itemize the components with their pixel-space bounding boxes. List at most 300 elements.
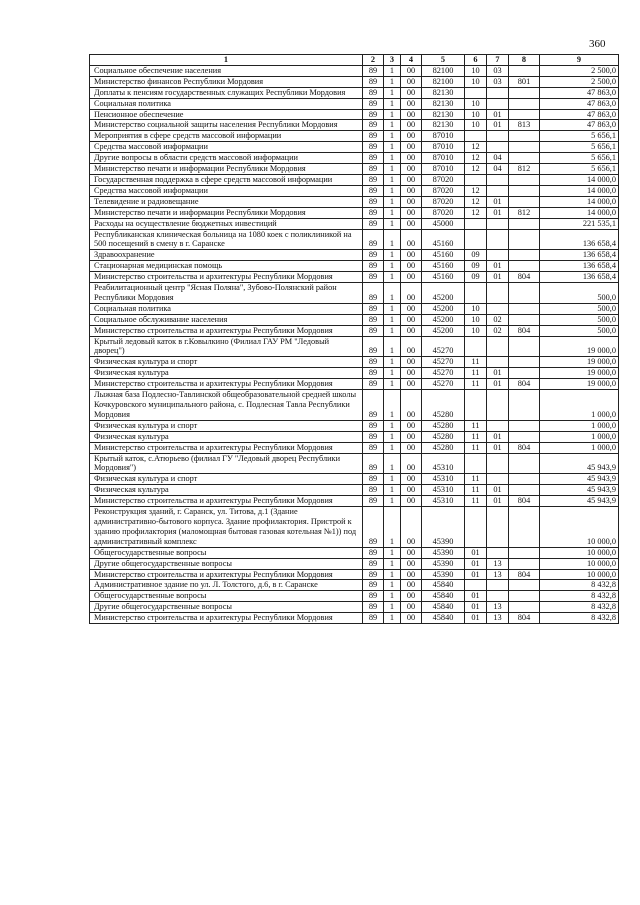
table-cell: [509, 109, 540, 120]
table-cell: 00: [401, 185, 422, 196]
table-row: [90, 613, 619, 624]
table-row: [90, 131, 619, 142]
table-cell: 01: [487, 109, 509, 120]
table-cell: 1: [384, 558, 401, 569]
table-row: [90, 507, 619, 548]
table-cell: 136 658,4: [540, 250, 619, 261]
table-cell: [509, 250, 540, 261]
table-row: [90, 153, 619, 164]
table-cell: Физическая культура: [90, 431, 363, 442]
table-cell: [465, 336, 487, 357]
table-cell: 45280: [422, 442, 465, 453]
table-cell: 1: [384, 283, 401, 304]
table-cell: [509, 431, 540, 442]
table-cell: 12: [465, 164, 487, 175]
table-cell: [465, 229, 487, 250]
table-cell: 500,0: [540, 314, 619, 325]
table-cell: [487, 87, 509, 98]
table-cell: 89: [363, 272, 384, 283]
page-number: 360: [589, 38, 606, 50]
header-cell: 2: [363, 55, 384, 66]
table-cell: [487, 303, 509, 314]
header-cell: 7: [487, 55, 509, 66]
table-cell: 1 000,0: [540, 442, 619, 453]
table-cell: [487, 420, 509, 431]
table-cell: 45280: [422, 431, 465, 442]
table-cell: 10 000,0: [540, 558, 619, 569]
table-cell: [487, 229, 509, 250]
table-cell: [465, 131, 487, 142]
table-cell: 1: [384, 431, 401, 442]
table-cell: 00: [401, 613, 422, 624]
table-cell: 89: [363, 218, 384, 229]
table-cell: Министерство строительства и архитектуры Республики Мордовия: [90, 325, 363, 336]
table-cell: 19 000,0: [540, 357, 619, 368]
table-cell: 89: [363, 261, 384, 272]
table-cell: 1: [384, 390, 401, 421]
table-cell: Социальное обеспечение населения: [90, 65, 363, 76]
table-cell: Крытый каток, с.Атюрьево (филиал ГУ "Ледовый дворец Республики Мордовия"): [90, 453, 363, 474]
table-cell: [487, 174, 509, 185]
table-cell: 89: [363, 229, 384, 250]
table-cell: 804: [509, 379, 540, 390]
table-row: [90, 547, 619, 558]
table-cell: 89: [363, 109, 384, 120]
table-cell: 00: [401, 580, 422, 591]
table-row: [90, 431, 619, 442]
header-cell: 8: [509, 55, 540, 66]
table-cell: [465, 218, 487, 229]
table-cell: 87010: [422, 164, 465, 175]
table-row: [90, 336, 619, 357]
table-cell: 01: [465, 569, 487, 580]
table-cell: 00: [401, 336, 422, 357]
table-row: [90, 453, 619, 474]
table-cell: 00: [401, 474, 422, 485]
table-cell: [509, 547, 540, 558]
table-row: [90, 314, 619, 325]
table-cell: 89: [363, 87, 384, 98]
table-cell: Здравоохранение: [90, 250, 363, 261]
table-cell: 89: [363, 602, 384, 613]
table-cell: 03: [487, 76, 509, 87]
table-cell: Стационарная медицинская помощь: [90, 261, 363, 272]
table-cell: 813: [509, 120, 540, 131]
table-cell: 804: [509, 272, 540, 283]
table-cell: 8 432,8: [540, 613, 619, 624]
table-row: [90, 368, 619, 379]
table-cell: Мероприятия в сфере средств массовой информации: [90, 131, 363, 142]
table-cell: Министерство финансов Республики Мордовия: [90, 76, 363, 87]
table-cell: Государственная поддержка в сфере средств массовой информации: [90, 174, 363, 185]
table-cell: 00: [401, 131, 422, 142]
table-cell: 89: [363, 283, 384, 304]
table-cell: Расходы на осуществление бюджетных инвестиций: [90, 218, 363, 229]
table-cell: 14 000,0: [540, 196, 619, 207]
table-cell: 221 535,1: [540, 218, 619, 229]
table-row: [90, 303, 619, 314]
table-row: [90, 174, 619, 185]
table-cell: 01: [487, 379, 509, 390]
table-cell: 82100: [422, 65, 465, 76]
table-cell: 12: [465, 196, 487, 207]
table-cell: 1: [384, 250, 401, 261]
table-cell: 1: [384, 314, 401, 325]
table-cell: 1: [384, 76, 401, 87]
table-cell: [509, 602, 540, 613]
table-cell: 89: [363, 580, 384, 591]
table-cell: 89: [363, 153, 384, 164]
table-cell: 00: [401, 453, 422, 474]
table-cell: 10: [465, 120, 487, 131]
table-cell: 02: [487, 325, 509, 336]
table-cell: 1: [384, 98, 401, 109]
table-cell: 45310: [422, 496, 465, 507]
table-cell: 1: [384, 109, 401, 120]
table-cell: [509, 153, 540, 164]
table-cell: 00: [401, 496, 422, 507]
table-cell: [465, 283, 487, 304]
header-cell: 3: [384, 55, 401, 66]
table-cell: 19 000,0: [540, 336, 619, 357]
table-cell: Республиканская клиническая больница на 1080 коек с поликлиникой на 500 посещений в смену в г. Саранске: [90, 229, 363, 250]
table-cell: Реконструкция зданий, г. Саранск, ул. Титова, д.1 (Здание административно-бытового корпуса. Здание профилактория. Пристрой к зданию профилактория (маломощная бытовая газовая котельная №1)) под административный комплекс: [90, 507, 363, 548]
table-cell: 12: [465, 207, 487, 218]
table-cell: 8 432,8: [540, 602, 619, 613]
table-row: [90, 442, 619, 453]
table-cell: 45270: [422, 336, 465, 357]
table-cell: 45200: [422, 314, 465, 325]
table-cell: 00: [401, 207, 422, 218]
table-cell: [465, 390, 487, 421]
table-cell: 47 863,0: [540, 120, 619, 131]
table-cell: 11: [465, 379, 487, 390]
table-cell: 47 863,0: [540, 87, 619, 98]
table-cell: 500,0: [540, 303, 619, 314]
table-cell: 45 943,9: [540, 453, 619, 474]
table-cell: [487, 591, 509, 602]
table-cell: 89: [363, 485, 384, 496]
table-cell: 1: [384, 131, 401, 142]
table-cell: 00: [401, 272, 422, 283]
table-cell: [509, 131, 540, 142]
table-cell: [509, 390, 540, 421]
table-cell: 89: [363, 442, 384, 453]
table-row: [90, 109, 619, 120]
table-cell: 89: [363, 336, 384, 357]
table-cell: 87020: [422, 174, 465, 185]
table-cell: 10 000,0: [540, 507, 619, 548]
table-cell: 45160: [422, 250, 465, 261]
table-cell: 45200: [422, 283, 465, 304]
table-cell: 04: [487, 153, 509, 164]
table-cell: [487, 250, 509, 261]
table-cell: 01: [487, 368, 509, 379]
table-cell: 13: [487, 602, 509, 613]
table-cell: [487, 283, 509, 304]
table-cell: 1: [384, 303, 401, 314]
table-cell: 1 000,0: [540, 390, 619, 421]
table-cell: 45270: [422, 357, 465, 368]
table-cell: 82130: [422, 120, 465, 131]
table-cell: 8 432,8: [540, 580, 619, 591]
table-cell: [487, 218, 509, 229]
table-cell: 8 432,8: [540, 591, 619, 602]
header-cell: 1: [90, 55, 363, 66]
table-cell: 00: [401, 250, 422, 261]
table-cell: [487, 474, 509, 485]
table-cell: 1: [384, 120, 401, 131]
table-cell: 11: [465, 431, 487, 442]
table-cell: [487, 98, 509, 109]
table-cell: 1: [384, 569, 401, 580]
table-cell: Социальное обслуживание населения: [90, 314, 363, 325]
table-cell: [509, 314, 540, 325]
table-row: [90, 196, 619, 207]
table-cell: 45840: [422, 602, 465, 613]
table-cell: [509, 283, 540, 304]
table-cell: 89: [363, 174, 384, 185]
table-row: [90, 207, 619, 218]
table-cell: Министерство строительства и архитектуры Республики Мордовия: [90, 272, 363, 283]
table-cell: 89: [363, 507, 384, 548]
table-cell: Общегосударственные вопросы: [90, 547, 363, 558]
table-cell: 89: [363, 547, 384, 558]
table-cell: 1: [384, 547, 401, 558]
table-cell: 13: [487, 613, 509, 624]
table-cell: 45310: [422, 453, 465, 474]
table-cell: Министерство строительства и архитектуры Республики Мордовия: [90, 496, 363, 507]
table-cell: 01: [487, 496, 509, 507]
table-cell: 45160: [422, 261, 465, 272]
table-cell: 10: [465, 98, 487, 109]
table-cell: 00: [401, 229, 422, 250]
table-cell: [465, 580, 487, 591]
table-cell: 89: [363, 558, 384, 569]
table-cell: 89: [363, 314, 384, 325]
table-cell: 45280: [422, 390, 465, 421]
table-cell: 1: [384, 602, 401, 613]
table-cell: 1: [384, 272, 401, 283]
table-row: [90, 142, 619, 153]
table-cell: Министерство строительства и архитектуры Республики Мордовия: [90, 442, 363, 453]
table-cell: 45160: [422, 272, 465, 283]
header-cell: 4: [401, 55, 422, 66]
table-cell: 00: [401, 283, 422, 304]
table-cell: [509, 357, 540, 368]
table-cell: 1: [384, 261, 401, 272]
table-cell: 00: [401, 76, 422, 87]
table-cell: 89: [363, 164, 384, 175]
table-cell: 1: [384, 325, 401, 336]
table-cell: Социальная политика: [90, 303, 363, 314]
table-cell: Другие вопросы в области средств массовой информации: [90, 153, 363, 164]
table-cell: [509, 174, 540, 185]
table-cell: 1: [384, 185, 401, 196]
header-row: [90, 55, 619, 66]
table-cell: [509, 558, 540, 569]
table-cell: 00: [401, 569, 422, 580]
table-cell: 45 943,9: [540, 474, 619, 485]
table-cell: 12: [465, 153, 487, 164]
table-cell: 00: [401, 431, 422, 442]
table-cell: [487, 357, 509, 368]
header-cell: 6: [465, 55, 487, 66]
table-cell: 11: [465, 485, 487, 496]
table-cell: 45200: [422, 325, 465, 336]
table-cell: 00: [401, 602, 422, 613]
table-cell: 87020: [422, 207, 465, 218]
table-cell: 89: [363, 185, 384, 196]
table-cell: 1: [384, 442, 401, 453]
table-cell: [509, 142, 540, 153]
table-cell: 00: [401, 261, 422, 272]
table-cell: 5 656,1: [540, 164, 619, 175]
table-cell: 89: [363, 569, 384, 580]
table-cell: 11: [465, 496, 487, 507]
table-cell: 87020: [422, 185, 465, 196]
table-cell: 45390: [422, 547, 465, 558]
header-cell: 5: [422, 55, 465, 66]
table-cell: 12: [465, 185, 487, 196]
table-cell: 14 000,0: [540, 185, 619, 196]
table-cell: [487, 131, 509, 142]
table-cell: 1: [384, 65, 401, 76]
table-row: [90, 580, 619, 591]
table-cell: 00: [401, 507, 422, 548]
table-cell: 45390: [422, 507, 465, 548]
table-cell: 11: [465, 442, 487, 453]
table-cell: 89: [363, 207, 384, 218]
table-row: [90, 420, 619, 431]
table-cell: 04: [487, 164, 509, 175]
table-cell: 01: [487, 431, 509, 442]
table-row: [90, 120, 619, 131]
table-cell: 89: [363, 453, 384, 474]
table-cell: [465, 453, 487, 474]
table-cell: 19 000,0: [540, 379, 619, 390]
table-cell: Пенсионное обеспечение: [90, 109, 363, 120]
table-row: [90, 250, 619, 261]
table-cell: 01: [465, 558, 487, 569]
table-cell: 89: [363, 431, 384, 442]
table-cell: [487, 547, 509, 558]
table-cell: 02: [487, 314, 509, 325]
table-cell: 89: [363, 76, 384, 87]
table-cell: 1: [384, 496, 401, 507]
table-cell: Физическая культура и спорт: [90, 474, 363, 485]
table-cell: 1: [384, 87, 401, 98]
table-cell: 00: [401, 390, 422, 421]
table-cell: 5 656,1: [540, 153, 619, 164]
table-cell: 87010: [422, 142, 465, 153]
table-cell: 01: [487, 442, 509, 453]
table-cell: 45000: [422, 218, 465, 229]
table-cell: 812: [509, 207, 540, 218]
table-cell: Средства массовой информации: [90, 142, 363, 153]
table-cell: 804: [509, 496, 540, 507]
table-cell: 82130: [422, 98, 465, 109]
table-cell: [509, 336, 540, 357]
table-cell: 45 943,9: [540, 485, 619, 496]
table-cell: 1: [384, 474, 401, 485]
table-cell: [509, 218, 540, 229]
table-cell: 45840: [422, 580, 465, 591]
table-cell: [509, 474, 540, 485]
table-cell: Министерство печати и информации Республики Мордовия: [90, 207, 363, 218]
table-cell: 00: [401, 87, 422, 98]
table-cell: 45840: [422, 591, 465, 602]
table-cell: Физическая культура: [90, 368, 363, 379]
table-cell: 1: [384, 164, 401, 175]
table-cell: [509, 261, 540, 272]
table-cell: [465, 507, 487, 548]
table-cell: 1: [384, 336, 401, 357]
table-cell: 10: [465, 76, 487, 87]
table-cell: 45840: [422, 613, 465, 624]
table-cell: 01: [487, 207, 509, 218]
table-cell: 11: [465, 474, 487, 485]
table-cell: 00: [401, 174, 422, 185]
table-cell: [487, 580, 509, 591]
table-cell: [509, 65, 540, 76]
table-cell: 09: [465, 250, 487, 261]
table-cell: 804: [509, 325, 540, 336]
table-row: [90, 229, 619, 250]
table-cell: Средства массовой информации: [90, 185, 363, 196]
table-row: [90, 65, 619, 76]
table-row: [90, 325, 619, 336]
table-row: [90, 602, 619, 613]
table-row: [90, 76, 619, 87]
table-cell: 01: [465, 602, 487, 613]
table-cell: 00: [401, 591, 422, 602]
table-cell: 11: [465, 357, 487, 368]
table-cell: [487, 336, 509, 357]
table-row: [90, 569, 619, 580]
table-cell: 89: [363, 325, 384, 336]
table-cell: 136 658,4: [540, 261, 619, 272]
table-cell: 1: [384, 368, 401, 379]
table-cell: Министерство строительства и архитектуры Республики Мордовия: [90, 613, 363, 624]
table-cell: Доплаты к пенсиям государственных служащих Республики Мордовия: [90, 87, 363, 98]
table-row: [90, 558, 619, 569]
table-cell: [465, 87, 487, 98]
table-cell: [509, 453, 540, 474]
table-cell: [487, 185, 509, 196]
table-cell: 01: [465, 613, 487, 624]
table-cell: [509, 420, 540, 431]
table-cell: 1: [384, 142, 401, 153]
table-cell: [509, 591, 540, 602]
table-cell: 45390: [422, 558, 465, 569]
table-cell: 1: [384, 153, 401, 164]
table-cell: 47 863,0: [540, 98, 619, 109]
table-cell: [509, 485, 540, 496]
table-cell: Социальная политика: [90, 98, 363, 109]
table-cell: 00: [401, 379, 422, 390]
table-cell: 00: [401, 303, 422, 314]
table-cell: 89: [363, 131, 384, 142]
table-cell: 10 000,0: [540, 569, 619, 580]
table-cell: 00: [401, 314, 422, 325]
table-cell: 45270: [422, 368, 465, 379]
table-row: [90, 261, 619, 272]
table-cell: 14 000,0: [540, 174, 619, 185]
table-cell: 89: [363, 303, 384, 314]
table-cell: [487, 453, 509, 474]
table-cell: 00: [401, 420, 422, 431]
